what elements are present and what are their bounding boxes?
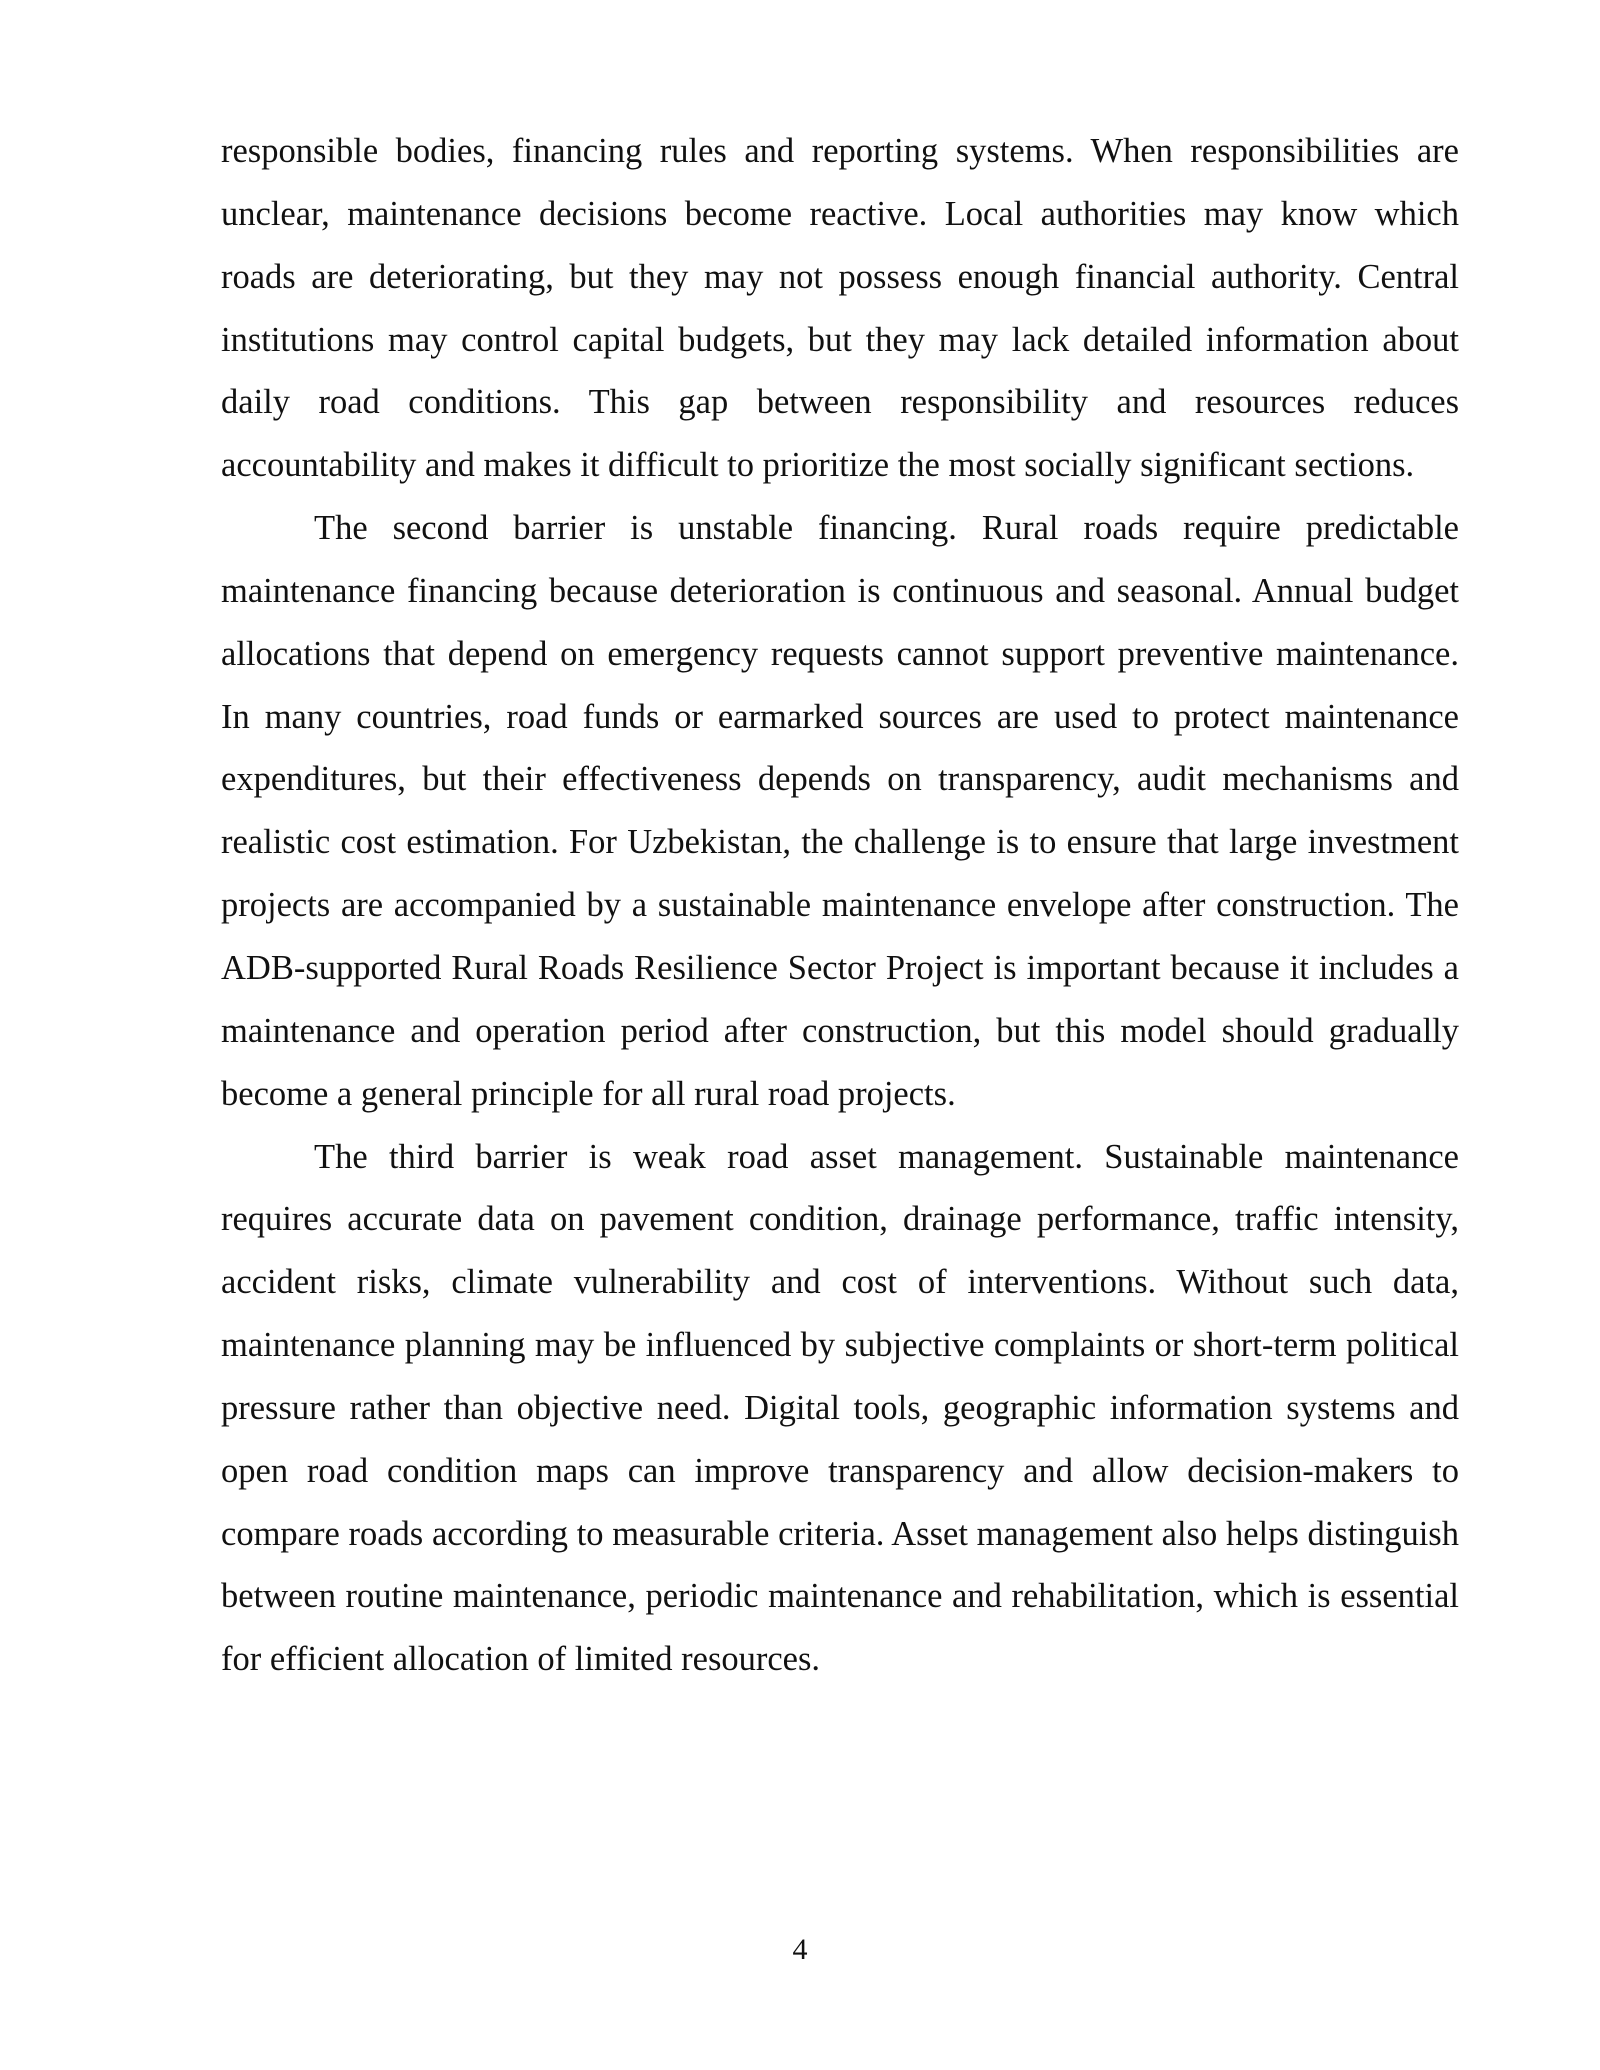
paragraph-second-barrier: The second barrier is unstable financing. Rural roads require predictable maintenance financing because deterioration is continuous and seasonal. Annual budget allocations that depend on emergency requests cannot support preventive maintenance. In many countries, road funds or earmarked sources are used to protect maintenance expenditures, but their effectiveness depends on transparency, audit mechanisms and realistic cost estimation. For Uzbekistan, the challenge is to ensure that large investment projects are accompanied by a sustainable maintenance envelope after construction. The ADB-supported Rural Roads Resilience Sector Project is important because it includes a maintenance and operation period after construction, but this model should gradually become a general principle for all rural road projects. xyxy=(221,509,1459,1113)
paragraph-third-barrier: The third barrier is weak road asset management. Sustainable maintenance requires accurate data on pavement condition, drainage performance, traffic intensity, accident risks, climate vulnerability and cost of interventions. Without such data, maintenance planning may be influenced by subjective complaints or short-term political pressure rather than objective need. Digital tools, geographic information systems and open road condition maps can improve transparency and allow decision-makers to compare roads according to measurable criteria. Asset management also helps distinguish between routine maintenance, periodic maintenance and rehabilitation, which is essential for efficient allocation of limited resources. xyxy=(221,1137,1459,1679)
page-number: 4 xyxy=(792,1933,808,1966)
body-text xyxy=(221,120,1459,1691)
paragraph-continuation: responsible bodies, financing rules and reporting systems. When responsibilities are unclear, maintenance decisions become reactive. Local authorities may know which roads are deteriorating, but they may not possess enough financial authority. Central institutions may control capital budgets, but they may lack detailed information about daily road conditions. This gap between responsibility and resources reduces accountability and makes it difficult to prioritize the most socially significant sections. xyxy=(221,132,1459,485)
